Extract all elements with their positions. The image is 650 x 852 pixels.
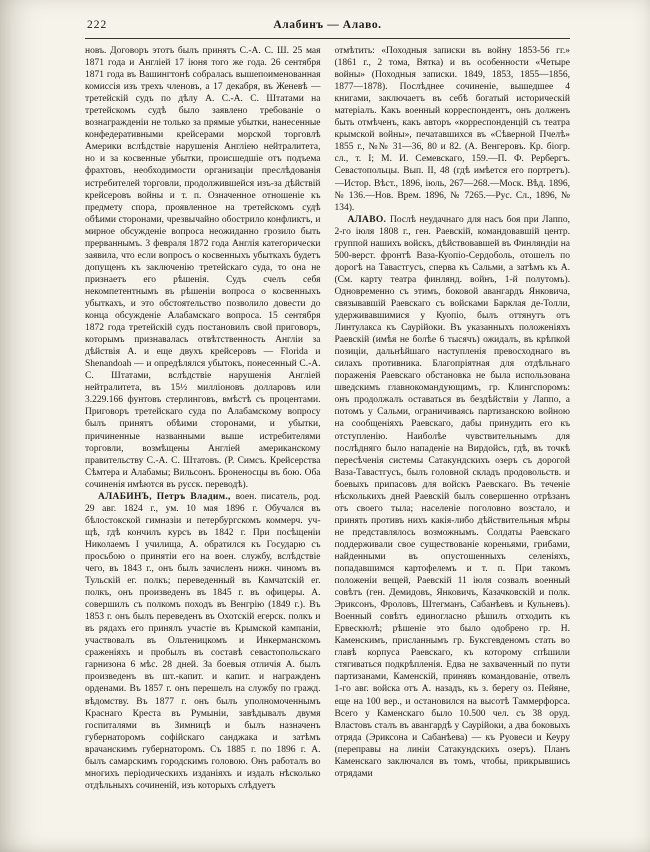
article-alabin-continued: [335, 45, 571, 214]
text-columns: [85, 45, 570, 845]
running-title: Алабинъ — Алаво.: [273, 19, 382, 31]
left-column: [85, 45, 321, 845]
paragraph-text: Послѣ неудачнаго для насъ боя при Лаппо, 2-го іюля 1808 г., ген. Раевскій, командовавшій центр. группой нашихъ войскъ, дѣйствовавшей въ Финляндіи на 500-верст. фронтѣ Ваза-Куопіо-Сердоболь, отошелъ по дорогѣ на Тавастгусъ, сперва къ Сальми, а затѣмъ къ А. (См. карту театра финлянд. войнъ, 1-й полутомъ). Одновременно съ этимъ, боковой авангардъ Янковича, связывавшій Раевскаго съ войсками Барклая де-Толли, удерживавшимися у Куопіо, былъ оттянутъ отъ Линтулакса къ Саурійоки. Въ указанныхъ положеніяхъ Раевскій (имѣя не болѣе 6 тысячъ) ожидалъ, въ крѣпкой позиціи, дальнѣйшаго наступленія превосходнаго въ силахъ противника. Благопріятная для отдѣльнаго пораженія Раевскаго обстановка не была использована шведскимъ главнокомандующимъ, гр. Клингспоромъ: онъ продолжалъ оставаться въ бездѣйствіи у Лаппо, а потомъ у Сальми, ограничиваясь партизанскою войною на сообщеніяхъ Раевскаго, дабы принудить его къ отступленію. Наиболѣе чувствительнымъ для послѣдняго было нападеніе на Вирдойсъ, гдѣ, въ точкѣ пересѣченія системы Сатакундскихъ озеръ съ дорогой Ваза-Тавастгусъ, былъ головной складъ продовольств. и боевыхъ припасовъ для войскъ Раевскаго. Въ теченіе нѣсколькихъ дней Раевскій былъ совершенно отрѣзанъ отъ своего тыла; населеніе поголовно возстало, и принять противъ нихъ какія-либо дѣйствительныя мѣры не представлялось возможнымъ. Солдаты Раевскаго поддерживали свое существованіе кореньями, грибами, найденными въ опустошенныхъ селеніяхъ, попадавшимся картофелемъ и т. п. При такомъ положеніи вещей, Раевскій 11 іюля созвалъ военный совѣтъ (ген. Демидовъ, Янковичъ, Казачковскій и полк. Эриксонъ, Фроловъ, Штегманъ, Сабанѣевъ и Кульневъ). Военный совѣтъ единогласно рѣшилъ отходить къ Ервескюлѣ; рѣшеніе это было одобрено гр. Н. Каменскимъ, присланнымъ гр. Буксгевденомъ стать во главѣ корпуса Раевскаго, къ которому спѣшили стягиваться подкрѣпленія. Едва не захваченный по пути партизанами, Каменскій, принявъ командованіе, отвелъ 1-го авг. войска отъ А. назадъ, къ з. берегу оз. Пейяне, еще на 100 вер., и остановился на высотѣ Таммерфорса. Всего у Каменскаго было 10.500 чел. съ 38 оруд. Властовъ сталъ въ авангардѣ у Саурійоки, а два боковыхъ отряда (Эриксона и Сабанѣева) — къ Руовеси и Кеуру (переправы на линіи Сатакундскихъ озеръ). Планъ Каменскаго заключался въ томъ, чтобы, прикрывшись отрядами: [334, 214, 570, 779]
page-header: [85, 19, 570, 34]
header-rule: [85, 38, 570, 39]
right-column: [335, 45, 571, 845]
article-alavo: [335, 214, 571, 780]
page-number: 222: [87, 19, 108, 31]
paragraph-text: воен. писатель, род. 29 авг. 1824 г., ум. 10 мая 1896 г. Обучался въ бѣлостокской гимназіи и петербургскомъ коммерч. уч-щѣ, гдѣ кончилъ курсъ въ 1842 г. При посѣщеніи Николаемъ I училища, А. обратился къ Государю съ просьбою о принятіи его на воен. службу, вслѣдствіе чего, въ 1843 г., онъ былъ зачисленъ нижн. чиномъ въ Тульскій ег. полкъ; переведенный въ Камчатскій ег. полкъ, онъ произведенъ въ 1845 г. въ офицеры. А. совершилъ съ полкомъ походъ въ Венгрію (1849 г.). Въ 1853 г. онъ былъ переведенъ въ Охотскій егерск. полкъ и въ рядахъ его принялъ участіе въ Крымской кампаніи, участвовалъ въ Ольтеницкомъ и Инкерманскомъ сраженіяхъ и пробылъ въ составѣ севастопольскаго гарнизона 6 мѣс. 28 дней. За боевыя отличія А. былъ произведенъ въ шт.-капит. и капит. и награжденъ орденами. Въ 1857 г. онъ перешелъ на службу по гражд. вѣдомству. Въ 1877 г. онъ былъ уполномоченнымъ Краснаго Креста въ Румыніи, завѣдывалъ двумя госпиталями въ Зимницѣ и былъ назначенъ губернаторомъ софійскаго санджака и затѣмъ врачанскимъ губернаторомъ. Съ 1885 г. по 1896 г. А. былъ самарскимъ городскимъ головою. Онъ работалъ во многихъ періодическихъ изданіяхъ и издалъ нѣсколько отдѣльныхъ сочиненій, изъ которыхъ слѣдуетъ: [85, 491, 321, 791]
article-heading-alabin: АЛАБИНЪ, Петръ Владим.,: [98, 491, 236, 502]
paragraph-text: отмѣтить: «Походныя записки въ войну 1853-56 гг.» (1861 г., 2 тома, Вятка) и въ особенности «Четыре войны» (Походныя записки. 1849, 1853, 1855—1856, 1877—1878). Послѣднее сочиненіе, вышедшее 4 книгами, заключаетъ въ себѣ богатый историческій матеріалъ. Какъ военный корреспондентъ, онъ долженъ быть отмѣченъ, какъ авторъ «корреспонденцій съ театра крымской войны», печатавшихся въ «Сѣверной Пчелѣ» 1855 г., №№ 31—36, 80 и 82. (А. Венгеровъ. Кр. біогр. сл., т. I; М. И. Семевскаго, 159.—П. Ф. Рербергъ. Севастопольцы. Вып. II, 48 (гдѣ имѣется его портретъ).—Истор. Вѣст., 1896, іюль, 267—268.—Моск. Вѣд. 1896, № 136.—Нов. Врем. 1896, № 7265.—Рус. Сл., 1896, № 134).: [334, 46, 570, 213]
article-heading-alavo: АЛАВО.: [347, 214, 390, 225]
article-alabin: [85, 491, 321, 792]
paragraph-alabama-claims: [85, 45, 321, 491]
paragraph-text: новъ. Договоръ этотъ былъ принятъ С.-А. С. Ш. 25 мая 1871 года и Англіей 17 іюня того же года. 26 сентября 1871 года въ Вашингтонѣ собралась вышепоименованная комиссія изъ трехъ членовъ, а 17 декабря, въ Женевѣ — третейскій судъ по дѣлу А. С.-А. С. Штатами на третейскомъ судѣ было заявлено требованіе о вознагражденіи не только за прямые убытки, нанесенные конфедеративными крейсерами морской торговлѣ Америки вслѣдствіе нарушенія Англіею нейтралитета, но и за косвенные убытки, происшедшіе отъ подъема фрахтовъ, необходимости организаціи преслѣдованія истребителей торговли, продолжившейся изъ-за дѣйствій крейсеровъ войны и т. п. Означенное отношеніе къ предмету спора, проявленное на третейскомъ судѣ обѣими сторонами, чрезвычайно обострило конфликтъ, и мирное обсужденіе вопроса неожиданно грозило быть прерваннымъ. 3 февраля 1872 года Англія категорически заявила, что если вопросъ о косвенныхъ убыткахъ будетъ допущенъ къ заключенію третейскаго суда, то она не признаетъ его рѣшенія. Судъ счелъ себя некомпетентнымъ въ рѣшеніи вопроса о косвенныхъ убыткахъ, и это обстоятельство позволило довести до конца обсужденіе Алабамскаго вопроса. 15 сентября 1872 года третейскій судъ постановилъ свой приговоръ, которымъ признавалась отвѣтственность Англіи за дѣйствія А. и еще двухъ крейсеровъ — Florida и Shenandoah — и опредѣлялся убытокъ, понесенный С.-А. С. Штатами, вслѣдствіе нарушенія Англіей нейтралитета, въ 15½ милліоновъ долларовъ или 3.229.166 фунтовъ стерлинговъ, вмѣстѣ съ процентами. Приговоръ третейскаго суда по Алабамскому вопросу былъ принятъ обѣими сторонами, и убытки, причиненные названными выше истребителями торговли, возмѣщены Англіей американскому правительству С.-А. С. Штатовъ. (Р. Симсъ. Крейсерства Сѣмтера и Алабамы; Вильсонъ. Броненосцы въ бою. Оба сочиненія имѣются въ русск. переводѣ).: [85, 46, 321, 490]
